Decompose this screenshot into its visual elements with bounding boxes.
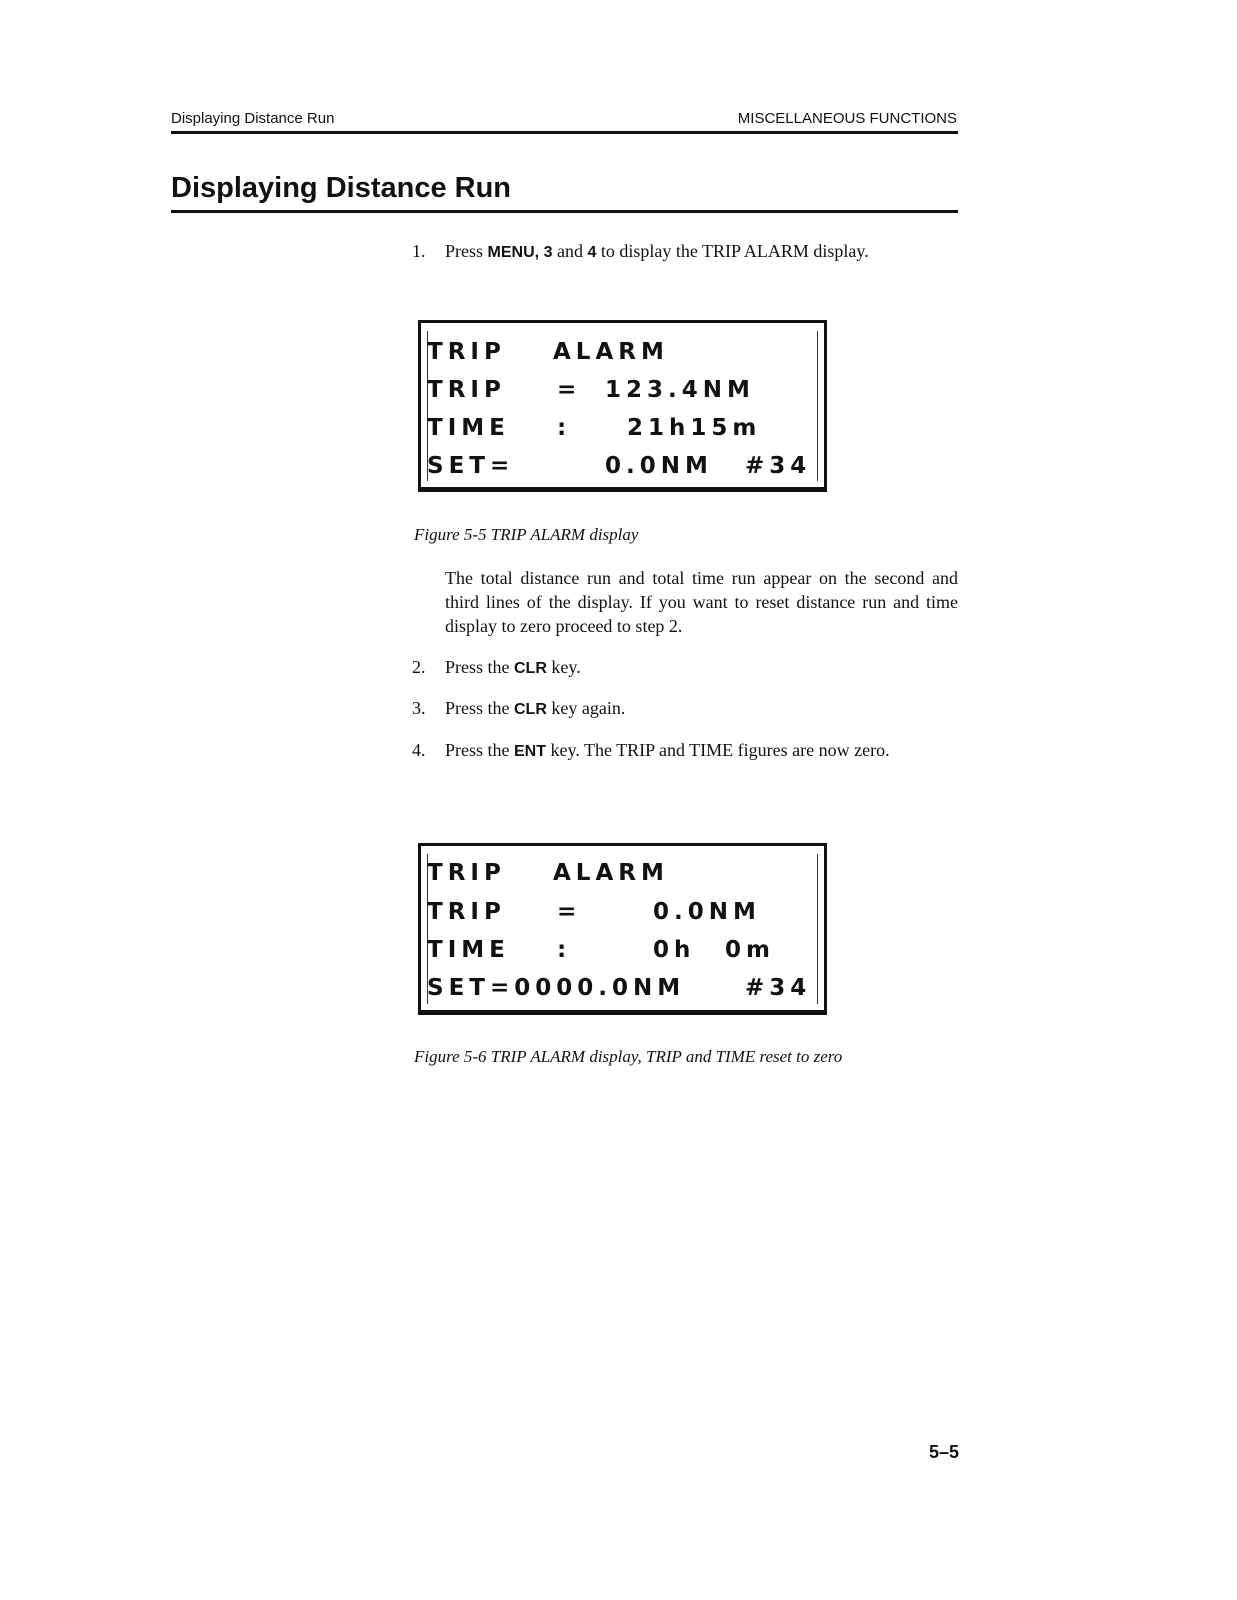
key-clr: CLR	[514, 660, 547, 677]
lcd-display-trip-alarm	[418, 320, 827, 492]
step-2	[412, 655, 958, 681]
lcd-text: 0.0NM	[653, 899, 761, 925]
key-clr: CLR	[514, 701, 547, 718]
running-head-left: Displaying Distance Run	[171, 110, 335, 127]
page-title: Displaying Distance Run	[171, 172, 512, 204]
lcd-text: TRIP	[427, 377, 506, 403]
lcd-text: ALARM	[553, 339, 669, 365]
lcd-text: :	[557, 937, 572, 963]
lcd-text: TRIP	[427, 339, 506, 365]
lcd-text: #34	[745, 975, 812, 1001]
lcd-text: TIME	[427, 937, 510, 963]
step-text: and	[552, 241, 588, 261]
lcd-text: 0.0NM	[605, 453, 713, 479]
title-rule	[171, 210, 958, 213]
step-4	[412, 738, 958, 764]
step-number: 2.	[412, 657, 426, 677]
running-head-right: MISCELLANEOUS FUNCTIONS	[737, 110, 957, 127]
lcd-text: =	[557, 377, 582, 403]
step-1	[412, 239, 958, 265]
figure-caption: Figure 5-5 TRIP ALARM display	[414, 525, 639, 544]
lcd-text: SET=0000.0NM	[427, 975, 686, 1001]
step-text: Press the	[445, 657, 514, 677]
figure-caption: Figure 5-6 TRIP ALARM display, TRIP and TIME reset to zero	[414, 1047, 843, 1066]
step-3	[412, 696, 958, 722]
step-number: 3.	[412, 698, 426, 718]
header-rule	[171, 131, 958, 134]
page-number: 5–5	[928, 1442, 959, 1462]
lcd-text: TRIP	[427, 899, 506, 925]
step-text: to display the TRIP ALARM display.	[596, 241, 869, 261]
key-3: 3	[543, 244, 553, 261]
step-text: key. The TRIP and TIME figures are now zero.	[546, 740, 890, 760]
step-text: Press the	[445, 740, 514, 760]
lcd-text: =	[557, 899, 582, 925]
lcd-text: 21h15m	[627, 415, 762, 441]
key-ent: ENT	[514, 743, 546, 760]
step-text: Press the	[445, 698, 514, 718]
lcd-text: 0h	[653, 937, 696, 963]
lcd-text: SET=	[427, 453, 515, 479]
key-menu: MENU,	[487, 244, 540, 261]
body-paragraph: The total distance run and total time run appear on the second and third lines of the display. If you want to reset distance run and time display to zero proceed to step 2.	[445, 568, 958, 636]
lcd-text: 123.4NM	[605, 377, 755, 403]
lcd-text: TIME	[427, 415, 510, 441]
step-text: key again.	[546, 698, 626, 718]
lcd-text: TRIP	[427, 860, 506, 886]
step-number: 4.	[412, 740, 426, 760]
key-4: 4	[587, 244, 597, 261]
step-text: key.	[546, 657, 581, 677]
lcd-text: #34	[745, 453, 812, 479]
lcd-text: ALARM	[553, 860, 669, 886]
lcd-text: :	[557, 415, 572, 441]
lcd-text: 0m	[725, 937, 775, 963]
step-number: 1.	[412, 241, 426, 261]
step-text: Press	[445, 241, 488, 261]
lcd-display-trip-alarm-reset	[418, 843, 827, 1015]
